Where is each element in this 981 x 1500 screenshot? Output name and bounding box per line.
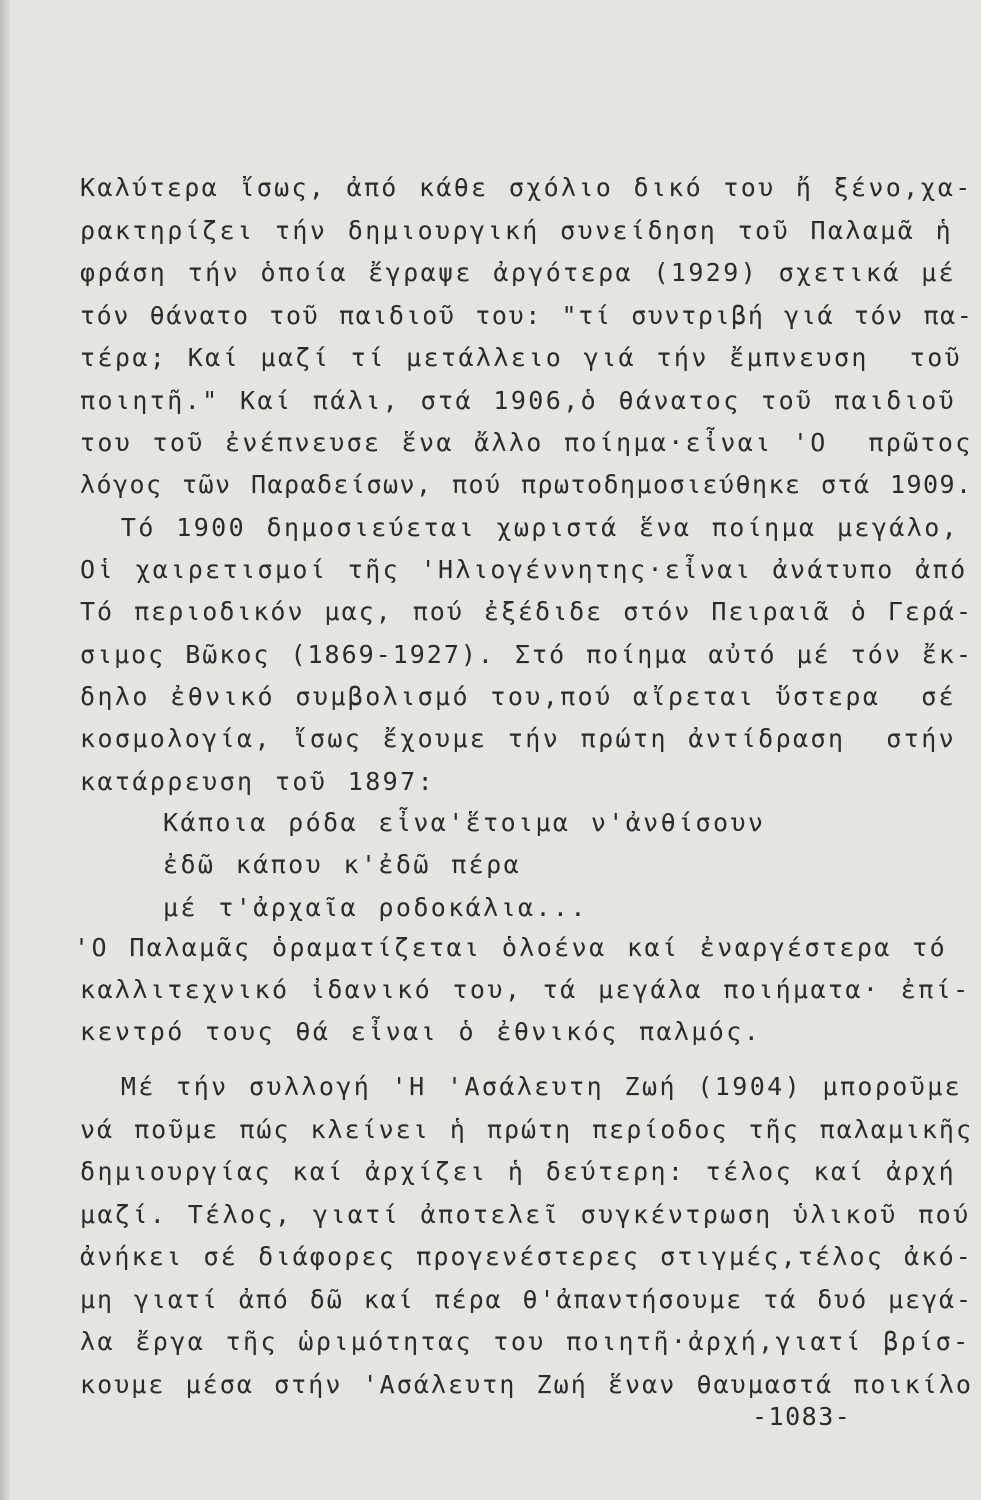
text-line: Τό περιοδικόν μας, πού ἐξέδιδε στόν Πειραιᾶ ὁ Γερά- (80, 597, 974, 626)
page-number: -1083- (752, 1402, 852, 1431)
verse-line: μέ τ'ἀρχαῖα ροδοκάλια... (163, 893, 588, 922)
text-line: λα ἔργα τῆς ὡριμότητας του ποιητῆ·ἀρχή,γιατί βρίσ- (80, 1327, 971, 1356)
text-line: κοσμολογία, ἴσως ἔχουμε τήν πρώτη ἀντίδραση στήν (80, 724, 957, 753)
verse-line: Κάποια ρόδα εἶνα'ἕτοιμα ν'ἀνθίσουν (163, 808, 766, 837)
text-line: 'Ο Παλαμᾶς ὁραματίζεται ὁλοένα καί ἐναργέστερα τό (74, 933, 948, 962)
text-line: τόν θάνατο τοῦ παιδιοῦ του: "τί συντριβή γιά τόν πα- (80, 301, 974, 330)
text-line: κουμε μέσα στήν 'Ασάλευτη Ζωή ἕναν θαυμαστά ποικίλο (80, 1370, 974, 1399)
text-line: Τό 1900 δημοσιεύεται χωριστά ἕνα ποίημα μεγάλο, (80, 513, 960, 542)
text-line: λόγος τῶν Παραδείσων, πού πρωτοδημοσιεύθηκε στά 1909. (80, 470, 973, 499)
text-line: Μέ τήν συλλογή 'Η 'Ασάλευτη Ζωή (1904) μποροῦμε (80, 1072, 963, 1101)
text-line: μη γιατί ἀπό δῶ καί πέρα θ'ἀπαντήσουμε τά δυό μεγά- (80, 1285, 974, 1314)
text-line: του τοῦ ἐνέπνευσε ἕνα ἄλλο ποίημα·εἶναι 'Ο πρῶτος (80, 428, 973, 457)
text-line: νά ποῦμε πώς κλείνει ἡ πρώτη περίοδος τῆς παλαμικῆς (80, 1115, 974, 1144)
text-line: ποιητῆ." Καί πάλι, στά 1906,ὁ θάνατος τοῦ παιδιοῦ (80, 386, 957, 415)
text-line: μαζί. Τέλος, γιατί ἀποτελεῖ συγκέντρωση ὑλικοῦ πού (80, 1200, 971, 1229)
text-line: ἀνήκει σέ διάφορες προγενέστερες στιγμές,τέλος ἀκό- (80, 1242, 974, 1271)
text-line: φράση τήν ὁποία ἔγραψε ἀργότερα (1929) σχετικά μέ (80, 258, 957, 287)
text-line: τέρα; Καί μαζί τί μετάλλειο γιά τήν ἔμπνευση τοῦ (80, 343, 963, 372)
text-line: σιμος Βῶκος (1869-1927). Στό ποίημα αὐτό μέ τόν ἔκ- (80, 640, 974, 669)
text-line: κατάρρευση τοῦ 1897: (80, 767, 436, 796)
text-line: Οἱ χαιρετισμοί τῆς 'Ηλιογέννητης·εἶναι ἀνάτυπο ἀπό (80, 555, 968, 584)
verse-line: ἐδῶ κάπου κ'ἐδῶ πέρα (163, 850, 522, 879)
text-line: Καλύτερα ἴσως, ἀπό κάθε σχόλιο δικό του ἤ ξένο,χα- (80, 173, 973, 202)
text-line: δημιουργίας καί ἀρχίζει ἡ δεύτερη: τέλος καί ἀρχή (80, 1157, 957, 1186)
text-line: κεντρό τους θά εἶναι ὁ ἐθνικός παλμός. (80, 1017, 762, 1046)
text-line: δηλο ἐθνικό συμβολισμό του,πού αἴρεται ὕστερα σέ (80, 682, 957, 711)
text-line: ρακτηρίζει τήν δημιουργική συνείδηση τοῦ Παλαμᾶ ἡ (80, 216, 954, 245)
text-line: καλλιτεχνικό ἰδανικό του, τά μεγάλα ποιήματα· ἐπί- (80, 975, 971, 1004)
